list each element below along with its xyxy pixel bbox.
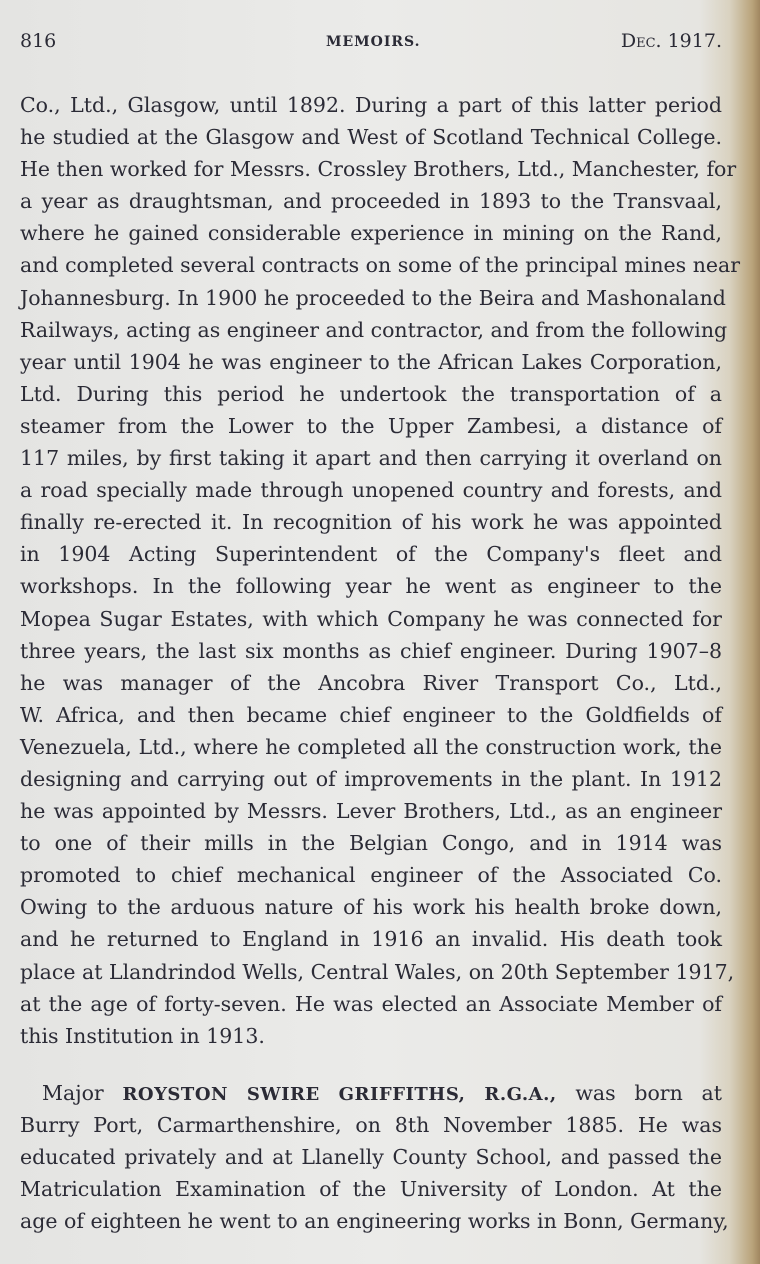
text-line: Owing to the arduous nature of his work his health broke down, [20,895,722,920]
running-title: MEMOIRS. [326,34,421,50]
text-line: to one of their mills in the Belgian Congo, and in 1914 was [20,831,722,856]
text-line: he was appointed by Messrs. Lever Brothers, Ltd., as an engineer [20,799,722,824]
text-line: Railways, acting as engineer and contractor, and from the following [20,317,728,342]
text-line: three years, the last six months as chief engineer. During 1907–8 [20,638,722,663]
text-line: 117 miles, by first taking it apart and then carrying it overland on [20,446,722,471]
text-line: Co., Ltd., Glasgow, until 1892. During a part of this latter period [20,93,722,117]
text-line: age of eighteen he went to an engineering works in Bonn, Germany, [20,1209,729,1234]
text-line: educated privately and at Llanelly County School, and passed the [20,1145,722,1170]
text-line [20,1077,722,1109]
text-line: Johannesburg. In 1900 he proceeded to the Beira and Mashonaland [20,285,726,310]
text-line: a road specially made through unopened country and forests, and [20,478,722,503]
text-line: Mopea Sugar Estates, with which Company he was connected for [20,606,722,631]
person-name: ROYSTON SWIRE GRIFFITHS, R.G.A., [122,1084,557,1105]
page-number: 816 [20,30,57,52]
text-line: he was manager of the Ancobra River Transport Co., Ltd., [20,670,722,695]
text-line: year until 1904 he was engineer to the African Lakes Corporation, [20,349,722,374]
text-line: where he gained considerable experience in mining on the Rand, [20,221,722,246]
text-line: this Institution in 1913. [20,1023,265,1048]
text-line: in 1904 Acting Superintendent of the Company's fleet and [20,542,722,567]
text-line: promoted to chief mechanical engineer of the Associated Co. [20,863,722,888]
memoir-paragraph-2 [20,1077,729,1237]
text-line: Venezuela, Ltd., where he completed all the construction work, the [20,734,722,759]
text-line: finally re-erected it. In recognition of his work he was appointed [20,510,722,535]
text-line: he studied at the Glasgow and West of Scotland Technical College. [20,125,722,150]
page-header [20,30,722,56]
issue-date: Dec. 1917. [620,30,722,52]
text-line: at the age of forty-seven. He was elected an Associate Member of [20,991,722,1016]
rank: Major [42,1081,104,1105]
text-line: He then worked for Messrs. Crossley Brothers, Ltd., Manchester, for [20,157,737,182]
text-line: Matriculation Examination of the University of London. At the [20,1177,722,1202]
text-fragment: was born at [575,1081,722,1105]
text-line: place at Llandrindod Wells, Central Wales, on 20th September 1917, [20,959,735,984]
text-line: and completed several contracts on some of the principal mines near [20,253,741,278]
text-line: workshops. In the following year he went as engineer to the [20,574,722,599]
text-line: Ltd. During this period he undertook the transportation of a [20,381,722,406]
text-line: W. Africa, and then became chief engineer to the Goldfields of [20,702,722,727]
text-line: Burry Port, Carmarthenshire, on 8th November 1885. He was [20,1113,722,1138]
text-line: steamer from the Lower to the Upper Zambesi, a distance of [20,413,722,438]
text-line: a year as draughtsman, and proceeded in 1893 to the Transvaal, [20,189,722,214]
text-line: designing and carrying out of improvements in the plant. In 1912 [20,766,722,791]
text-line: and he returned to England in 1916 an invalid. His death took [20,927,722,952]
memoir-paragraph-1 [20,89,741,1052]
